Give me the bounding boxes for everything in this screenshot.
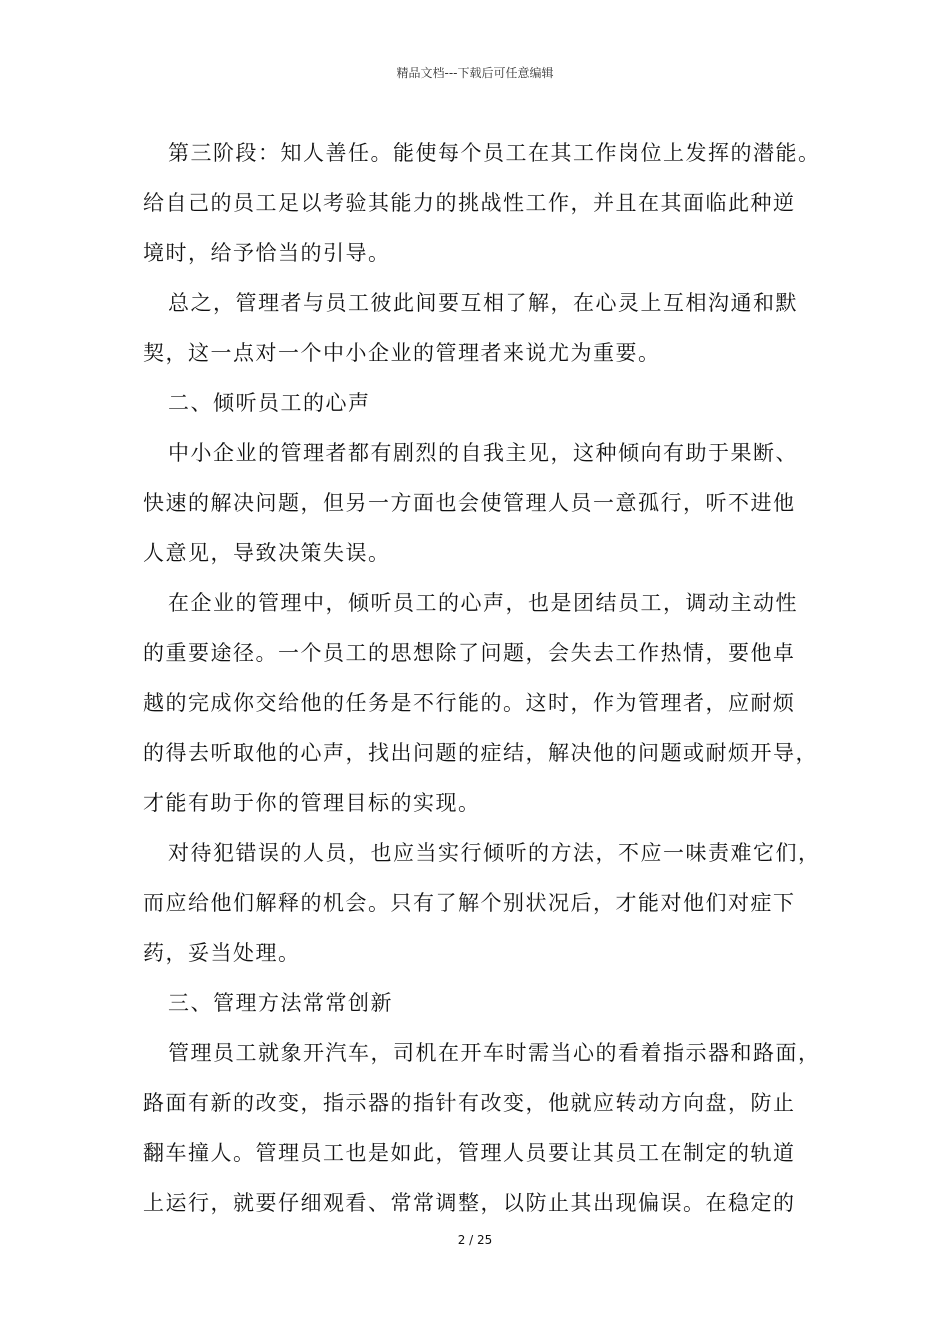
page-number: 2 / 25 — [457, 1233, 493, 1247]
paragraph-line: 对待犯错误的人员，也应当实行倾听的方法，不应一味责难它们， — [168, 841, 821, 865]
paragraph-line: 人意见，导致决策失误。 — [143, 541, 391, 565]
paragraph-line: 在企业的管理中，倾听员工的心声，也是团结员工，调动主动性 — [168, 591, 798, 615]
paragraph-line: 总之，管理者与员工彼此间要互相了解，在心灵上互相沟通和默 — [168, 291, 798, 315]
paragraph-line: 才能有助于你的管理目标的实现。 — [143, 791, 481, 815]
paragraph-line: 快速的解决问题，但另一方面也会使管理人员一意孤行，听不进他 — [143, 491, 796, 515]
paragraph-line: 翻车撞人。管理员工也是如此，管理人员要让其员工在制定的轨道 — [143, 1141, 796, 1165]
paragraph-line: 给自己的员工足以考验其能力的挑战性工作，并且在其面临此种逆 — [143, 191, 796, 215]
paragraph-line: 药，妥当处理。 — [143, 941, 301, 965]
paragraph-line: 而应给他们解释的机会。只有了解个别状况后，才能对他们对症下 — [143, 891, 796, 915]
document-body — [143, 128, 821, 1228]
section-heading: 二、倾听员工的心声 — [168, 391, 371, 415]
paragraph-line: 路面有新的改变，指示器的指针有改变，他就应转动方向盘，防止 — [143, 1091, 796, 1115]
page-header: 精品文档---下载后可任意编辑 — [396, 66, 554, 80]
paragraph-line: 管理员工就象开汽车，司机在开车时需当心的看着指示器和路面， — [168, 1041, 821, 1065]
paragraph-line: 上运行，就要仔细观看、常常调整，以防止其出现偏误。在稳定的 — [143, 1191, 796, 1215]
section-heading: 三、管理方法常常创新 — [168, 991, 393, 1015]
paragraph-line: 的得去听取他的心声，找出问题的症结，解决他的问题或耐烦开导， — [143, 741, 818, 765]
paragraph-line: 契，这一点对一个中小企业的管理者来说尤为重要。 — [143, 341, 661, 365]
paragraph-line: 越的完成你交给他的任务是不行能的。这时，作为管理者，应耐烦 — [143, 691, 796, 715]
paragraph-line: 境时，给予恰当的引导。 — [143, 241, 391, 265]
paragraph-line: 中小企业的管理者都有剧烈的自我主见，这种倾向有助于果断、 — [168, 441, 798, 465]
paragraph-line: 第三阶段：知人善任。能使每个员工在其工作岗位上发挥的潜能。 — [168, 141, 821, 165]
paragraph-line: 的重要途径。一个员工的思想除了问题，会失去工作热情，要他卓 — [143, 641, 796, 665]
